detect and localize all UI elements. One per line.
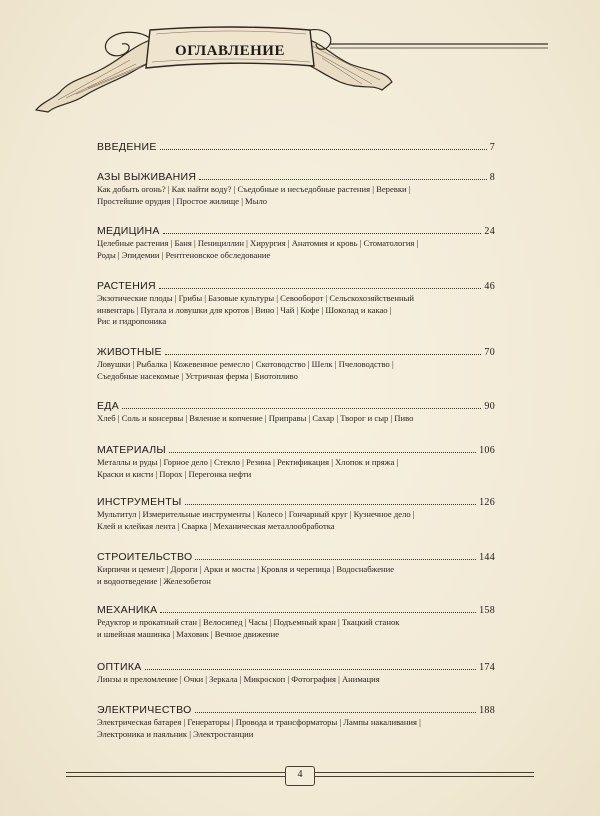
page-number-box [285,766,315,786]
toc-entry[interactable] [97,224,495,261]
toc-heading-row [97,703,495,716]
section-page-number: 174 [479,662,495,673]
subtopic-line: Кирпичи и цемент | Дороги | Арки и мосты | Кровля и черепица | Водоснабжение [97,564,395,574]
section-title: ОПТИКА [97,661,142,673]
subtopics [97,359,467,382]
section-page-number: 7 [489,142,495,153]
section-page-number: 126 [479,497,495,508]
subtopics [97,674,467,686]
section-title: ИНСТРУМЕНТЫ [97,496,182,508]
dot-leader [169,443,476,453]
page-title: ОГЛАВЛЕНИЕ [175,43,285,59]
subtopic-line: Как добыть огонь? | Как найти воду? | Съедобные и несъедобные растения | Веревки | [97,184,411,194]
subtopics [97,413,467,425]
toc-heading-row [97,399,495,412]
section-title: СТРОИТЕЛЬСТВО [97,551,193,563]
toc-heading-row [97,443,495,456]
toc-heading-row [97,224,495,237]
subtopic-line: Роды | Эпидемии | Рентгеновское обследование [97,249,271,260]
section-title: МАТЕРИАЛЫ [97,444,167,456]
dot-leader [165,345,482,355]
subtopic-line: Клей и клейкая лента | Сварка | Механическая металлообработка [97,520,335,531]
subtopic-line: Электроника и паяльник | Электростанции [97,728,254,739]
toc-heading-row [97,660,495,673]
dot-leader [122,399,481,409]
toc-entry[interactable] [97,170,495,207]
subtopic-line: Краски и кисти | Порох | Перегонка нефти [97,468,252,479]
toc-entry[interactable] [97,443,495,480]
section-page-number: 90 [484,401,495,412]
dot-leader [185,495,477,505]
section-title: ЖИВОТНЫЕ [97,346,162,358]
subtopics [97,184,467,207]
toc-entry[interactable] [97,140,495,153]
subtopic-line: Мультитул | Измерительные инструменты | Колесо | Гончарный круг | Кузнечное дело | [97,509,415,519]
toc-entry[interactable] [97,603,495,640]
section-page-number: 8 [489,172,495,183]
dot-leader [195,703,477,713]
section-page-number: 46 [484,281,495,292]
section-title: АЗЫ ВЫЖИВАНИЯ [97,171,197,183]
subtopics [97,238,467,261]
section-page-number: 70 [484,347,495,358]
toc-heading-row [97,550,495,563]
toc-heading-row [97,495,495,508]
subtopic-line: Хлеб | Соль и консервы | Вяление и копчение | Приправы | Сахар | Творог и сыр | Пиво [97,413,414,423]
dot-leader [159,279,482,289]
section-page-number: 24 [484,226,495,237]
page-number: 4 [297,769,303,780]
subtopic-line: Съедобные насекомые | Устричная ферма | Биотопливо [97,370,298,381]
subtopic-line: Простейшие орудия | Простое жилище | Мыло [97,195,268,206]
subtopic-line: и водоотведение | Железобетон [97,575,211,586]
subtopic-line: Металлы и руды | Горное дело | Стекло | Резина | Ректификация | Хлопок и пряжа | [97,457,399,467]
subtopic-line: Рис и гидропоника [97,316,167,327]
dot-leader [163,224,482,234]
toc-heading-row [97,345,495,358]
subtopics [97,509,467,532]
subtopic-line: и швейная машинка | Маховик | Вечное движение [97,628,280,639]
section-title: РАСТЕНИЯ [97,280,156,292]
toc-entry[interactable] [97,550,495,587]
section-title: ЭЛЕКТРИЧЕСТВО [97,704,192,716]
section-title: ВВЕДЕНИЕ [97,141,157,153]
subtopics [97,293,467,328]
subtopic-line: Экзотические плоды | Грибы | Базовые культуры | Севооборот | Сельскохозяйственный [97,293,415,303]
section-page-number: 188 [479,705,495,716]
dot-leader [145,660,476,670]
ribbon-banner [0,0,600,130]
section-page-number: 158 [479,605,495,616]
subtopic-line: Ловушки | Рыбалка | Кожевенное ремесло | Скотоводство | Шелк | Пчеловодство | [97,359,394,369]
section-title: МЕДИЦИНА [97,225,160,237]
section-page-number: 144 [479,552,495,563]
toc-entry[interactable] [97,399,495,425]
subtopics [97,717,467,740]
dot-leader [160,603,476,613]
section-title: ЕДА [97,400,120,412]
subtopics [97,564,467,587]
subtopic-line: Редуктор и прокатный стан | Велосипед | Часы | Подъемный кран | Ткацкий станок [97,617,400,627]
toc-heading-row [97,170,495,183]
toc-entry[interactable] [97,279,495,328]
section-page-number: 106 [479,445,495,456]
dot-leader [195,550,476,560]
toc-heading-row [97,140,495,153]
subtopic-line: Электрическая батарея | Генераторы | Провода и трансформаторы | Лампы накаливания | [97,717,421,727]
subtopic-line: Целебные растения | Баня | Пенициллин | Хирургия | Анатомия и кровь | Стоматология | [97,238,419,248]
toc-heading-row [97,603,495,616]
subtopics [97,457,467,480]
toc-entry[interactable] [97,703,495,740]
subtopic-line: Линзы и преломление | Очки | Зеркала | Микроскоп | Фотография | Анимация [97,674,380,684]
dot-leader [199,170,486,180]
section-title: МЕХАНИКА [97,604,158,616]
dot-leader [160,140,487,150]
toc-entry[interactable] [97,495,495,532]
toc-entry[interactable] [97,345,495,382]
toc-entry[interactable] [97,660,495,686]
subtopic-line: инвентарь | Пугала и ловушки для кротов | Вино | Чай | Кофе | Шоколад и какао | [97,304,392,315]
subtopics [97,617,467,640]
toc-heading-row [97,279,495,292]
